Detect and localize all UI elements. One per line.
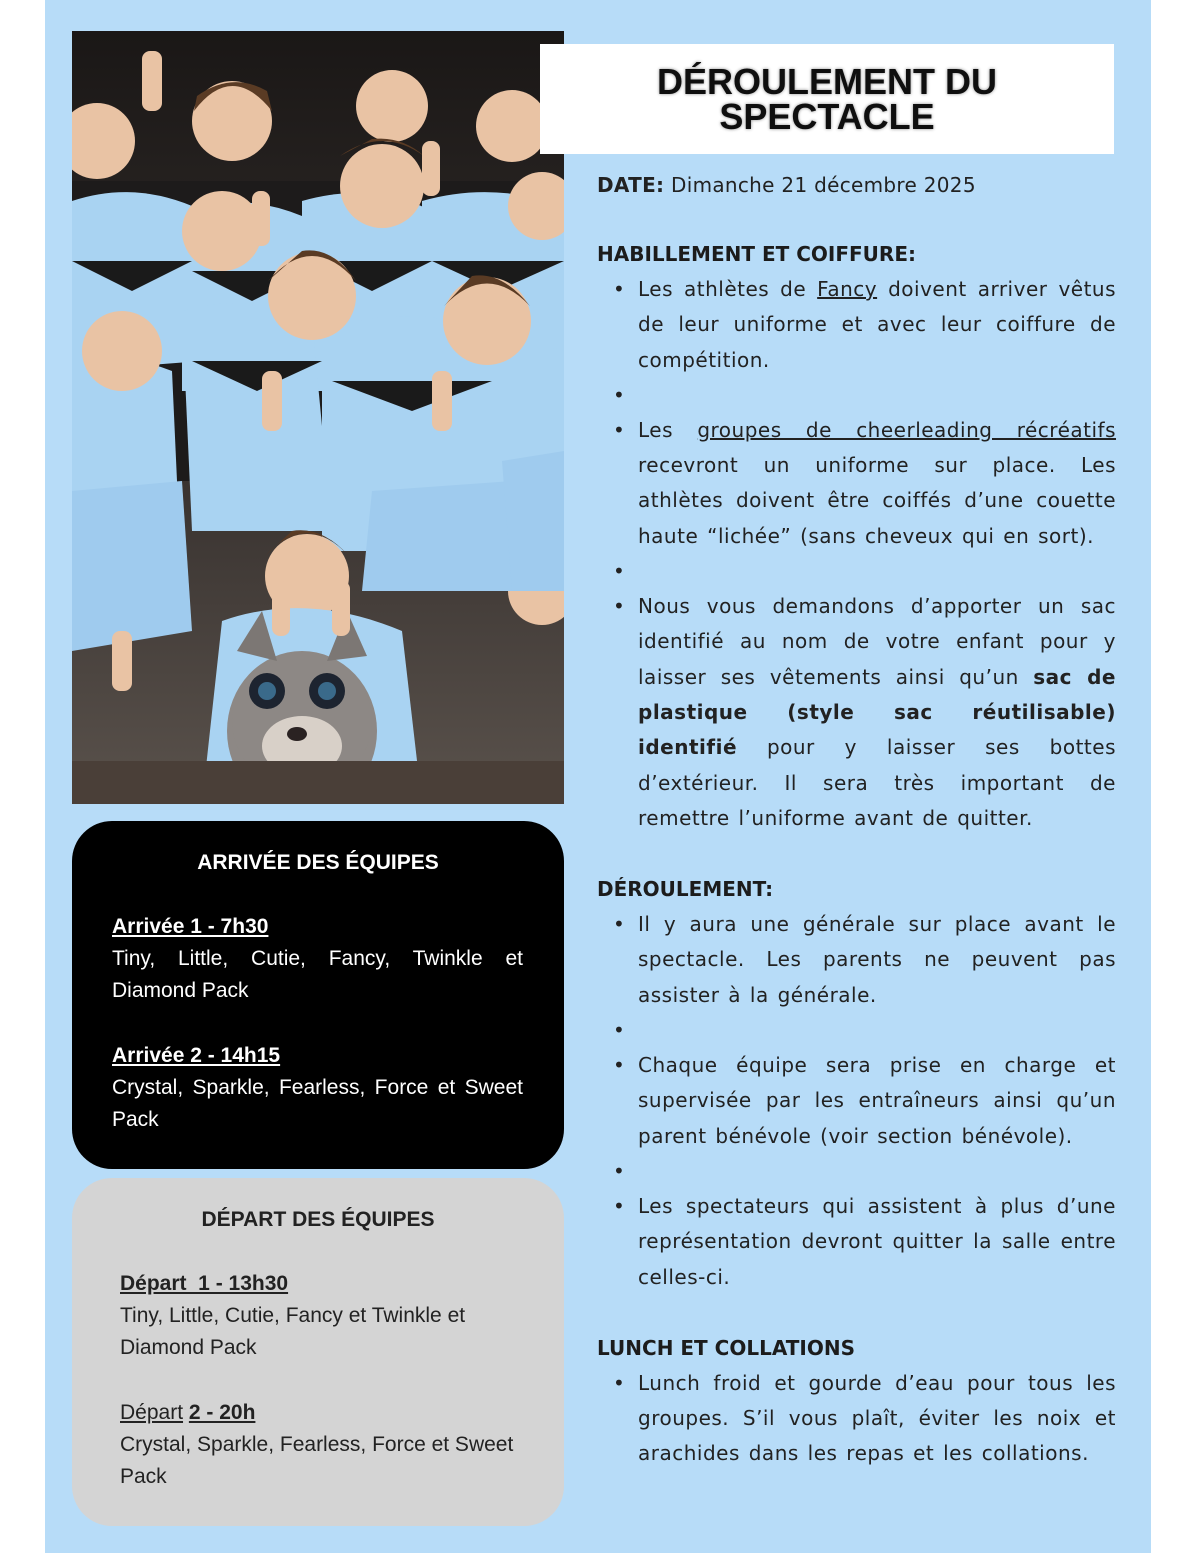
arrival-2-time: Arrivée 2 - 14h15 [112, 1044, 281, 1067]
text: Les [638, 417, 674, 442]
text: doivent arriver vêtus de leur uniforme et avec leur coiffure de compétition. [638, 277, 1117, 372]
spacer [597, 1013, 1116, 1048]
spacer [597, 554, 1116, 589]
departures-title: DÉPART DES ÉQUIPES [201, 1208, 435, 1231]
list-item [597, 413, 1116, 554]
flow-list [597, 907, 1116, 1295]
dress-heading: HABILLEMENT ET COIFFURE: [597, 242, 916, 266]
recreational-groups-text: groupes de cheerleading récréatifs [697, 417, 1117, 442]
list-item: • Les spectateurs qui assistent à plus d’une représentation devront quitter la salle entre celles-ci. [597, 1189, 1116, 1295]
spacer [597, 378, 1116, 413]
arrivals-box [72, 821, 564, 1169]
lunch-heading: LUNCH ET COLLATIONS [597, 1335, 855, 1360]
text: pour y laisser ses bottes d’extérieur. Il sera très important de remettre l’uniforme avant de quitter. [638, 735, 1116, 830]
text: Nous vous demandons d’apporter un sac identifié au nom de votre enfant pour y laisser ses vêtements ainsi qu’un [638, 594, 1116, 689]
spacer [597, 1154, 1116, 1189]
arrival-slot-1 [112, 911, 523, 1007]
fancy-link-text: Fancy [817, 277, 878, 301]
departure-2-label: Départ [120, 1401, 184, 1424]
team-photo [72, 31, 564, 804]
dress-list [597, 272, 1116, 836]
details-column [597, 168, 1116, 1472]
page-title: DÉROULEMENT DU SPECTACLE [657, 61, 997, 137]
arrivals-title: ARRIVÉE DES ÉQUIPES [197, 851, 439, 874]
arrival-2-teams: Crystal, Sparkle, Fearless, Force et Sweet Pack [112, 1076, 523, 1131]
list-item: • Chaque équipe sera prise en charge et supervisée par les entraîneurs ainsi qu’un parent bénévole (voir section bénévole). [597, 1048, 1116, 1154]
date-label: DATE: [597, 173, 665, 197]
arrival-1-time: Arrivée 1 - 7h30 [112, 915, 269, 938]
list-item: • Il y aura une générale sur place avant le spectacle. Les parents ne peuvent pas assister à la générale. [597, 907, 1116, 1013]
list-item [597, 589, 1116, 836]
departure-slot-1 [120, 1268, 520, 1364]
arrival-slot-2 [112, 1040, 523, 1136]
arrival-1-teams: Tiny, Little, Cutie, Fancy, Twinkle et Diamond Pack [112, 947, 523, 1002]
departure-2-time [120, 1397, 520, 1429]
list-item [597, 272, 1116, 378]
departure-1-time: Départ 1 - 13h30 [120, 1272, 289, 1295]
lunch-list [597, 1366, 1116, 1472]
date-value: Dimanche 21 décembre 2025 [671, 173, 976, 197]
bold-text: sac de plastique (style sac réutilisable) identifié [638, 664, 1116, 760]
text: Les athlètes de [638, 277, 807, 301]
date-line [597, 168, 1116, 202]
flow-heading: DÉROULEMENT: [597, 877, 774, 902]
departures-box [72, 1178, 564, 1526]
departure-slot-2 [120, 1397, 520, 1493]
departure-2-hour: 2 - 20h [188, 1401, 256, 1424]
title-box [540, 44, 1114, 154]
list-item: • Lunch froid et gourde d’eau pour tous les groupes. S’il vous plaît, éviter les noix et arachides dans les repas et les collations. [597, 1366, 1116, 1472]
text: recevront un uniforme sur place. Les athlètes doivent être coiffés d’une couette haute “lichée” (sans cheveux qui en sort). [638, 453, 1116, 548]
departure-2-teams: Crystal, Sparkle, Fearless, Force et Sweet Pack [120, 1433, 514, 1488]
departure-1-teams: Tiny, Little, Cutie, Fancy et Twinkle et Diamond Pack [120, 1304, 466, 1359]
